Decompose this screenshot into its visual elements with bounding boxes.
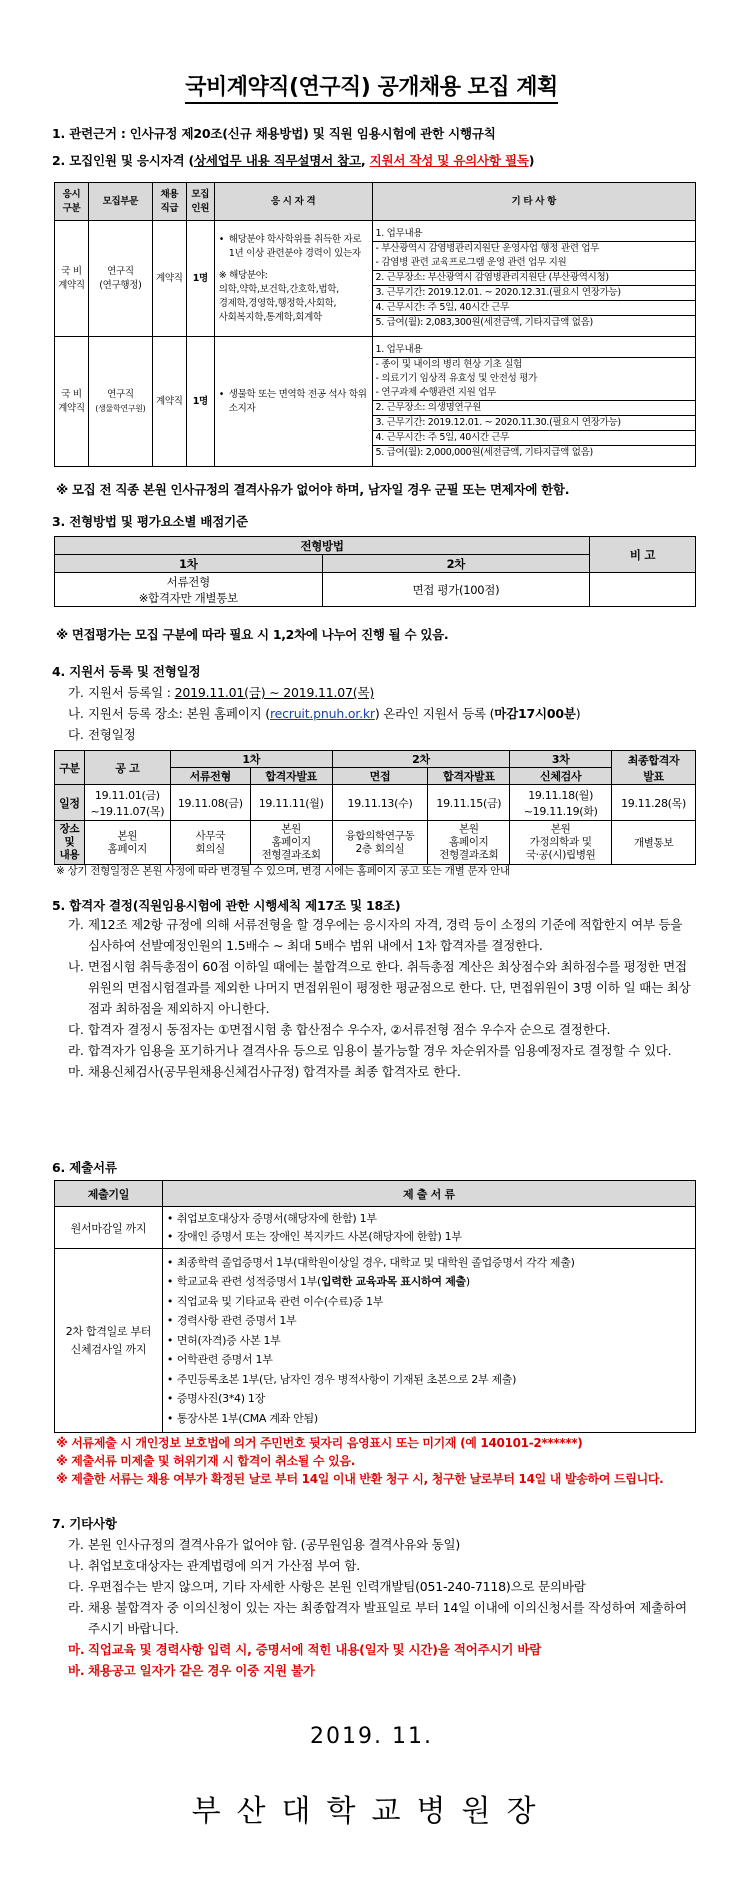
- table-row: 국 비 계약직 연구직 (연구행정) 계약직 1명 • 해당분야 학사학위를 취득한 자로 1년 이상 관련분야 경력이 있는자 ※ 해당분야: 의학,약학,보건학,간호학,법학, 경제학,경영학,행정학,사회학, 사회복지학,통계학,회계학 1. 업무내용 - 부산광역시 감염병관리지원단 운영사업 행정 관련 업무 - 감염병 관련 교육프로그램 운영 관련 업무 지원 2. 근무장소: 부산광역시 감염병관리지원단 (부산광역시청) 3. 근무기간: 2019.12.01. ~ 2020.12.31.(필요시 연장가능) 4. 근무시간: 주 5일, 40시간 근무 5. 급여(월): 2,083,300원(세전금액, 기타지급액 없음): [55, 221, 696, 337]
- note-qualification: ※ 모집 전 직종 본원 인사규정의 결격사유가 없어야 하며, 남자일 경우 군필 또는 면제자에 한함.: [56, 482, 570, 497]
- table-row: 2차 합격일로 부터 신체검사일 까지 • 최종학력 졸업증명서 1부(대학원이상일 경우, 대학교 및 대학원 졸업증명서 각각 제출) • 학교교육 관련 성적증명서 1부(입력한 교육과목 표시하여 제출) • 직업교육 및 기타교육 관련 이수(수료)증 1부 • 경력사항 관련 증명서 1부 • 면허(자격)증 사본 1부 • 어학관련 증명서 1부 • 주민등록초본 1부(단, 남자인 경우 병적사항이 기재된 초본으로 2부 제출) • 증명사진(3*4) 1장 • 통장사본 1부(CMA 계좌 안됨): [55, 1249, 696, 1433]
- evaluation-table: 전형방법 비 고 1차 2차 서류전형 ※합격자만 개별통보 면접 평가(100점): [54, 536, 696, 607]
- table-row: 장소 및 내용 본원 홈페이지 사무국 회의실 본원 홈페이지 전형결과조회 융합의학연구동 2층 회의실 본원 홈페이지 전형결과조회 본원 가정의학과 및 국·공(시)립병원 개별통보: [55, 821, 696, 865]
- s4-item-da: 다. 전형일정: [68, 727, 136, 742]
- s5-items: 가. 제12조 제2항 규정에 의해 서류전형을 할 경우에는 응시자의 자격, 경력 등이 소정의 기준에 적합한지 여부 등을 심사하여 선발예정인원의 1.5배수 ∼ 최대 5배수 범위 내에서 1차 합격자를 결정한다. 나. 면접시험 취득총점이 60점 이하일 때에는 불합격으로 한다. 취득총점 계산은 최상점수와 최하점수를 평정한 면접위원의 면접시험결과를 제외한 나머지 면접위원이 평정한 평균점으로 한다. 단, 면접위원이 3명 이하 일 때는 최상점과 최하점을 제외하지 아니한다. 다. 합격자 결정시 동점자는 ①면접시험 총 합산점수 우수자, ②서류전형 점수 우수자 순으로 결정한다. 라. 합격자가 임용을 포기하거나 결격사유 등으로 임용이 불가능할 경우 차순위자를 임용예정자로 결정할 수 있다. 마. 채용신체검사(공무원채용신체검사규정) 합격자를 최종 합격자로 한다.: [68, 917, 691, 1079]
- recruit-link[interactable]: recruit.pnuh.or.kr: [269, 706, 375, 721]
- s4-item-na: 나. 지원서 등록 장소: 본원 홈페이지 (recruit.pnuh.or.kr) 온라인 지원서 등록 (마감17시00분): [68, 706, 581, 721]
- document-date: 2019. 11.: [310, 1724, 433, 1749]
- header-qualification: 응 시 자 격: [214, 183, 372, 221]
- table-row: 원서마감일 까지 • 취업보호대상자 증명서(해당자에 한함) 1부 • 장애인 증명서 또는 장애인 복지카드 사본(해당자에 한함) 1부: [55, 1207, 696, 1249]
- documents-table: 제출기일 제 출 서 류 원서마감일 까지 • 취업보호대상자 증명서(해당자에 한함) 1부 • 장애인 증명서 또는 장애인 복지카드 사본(해당자에 한함) 1부 2차 합격일로 부터 신체검사일 까지 • 최종학력 졸업증명서 1부(대학원이상일 경우, 대학교 및 대학원 졸업증명서 각각 제출) • 학교교육 관련 성적증명서 1부(입력한 교육과목 표시하여 제출) • 직업교육 및 기타교육 관련 이수(수료)증 1부 • 경력사항 관련 증명서 1부 • 면허(자격)증 사본 1부 • 어학관련 증명서 1부 • 주민등록초본 1부(단, 남자인 경우 병적사항이 기재된 초본으로 2부 제출) • 증명사진(3*4) 1장 • 통장사본 1부(CMA 계좌 안됨): [54, 1180, 696, 1433]
- signature: 부산대학교병원장: [191, 1794, 552, 1829]
- header-rank: 채용 직급: [152, 183, 186, 221]
- header-type: 응시 구분: [55, 183, 89, 221]
- section-4: 4. 지원서 등록 및 전형일정: [52, 664, 201, 679]
- section-5: 5. 합격자 결정(직원임용시험에 관한 시행세칙 제17조 및 18조): [52, 898, 401, 913]
- section-6: 6. 제출서류: [52, 1160, 117, 1175]
- note-interview: ※ 면접평가는 모집 구분에 따라 필요 시 1,2차에 나누어 진행 될 수 있음.: [56, 627, 449, 642]
- section-1: 1. 관련근거 : 인사규정 제20조(신규 채용방법) 및 직원 임용시험에 관한 시행규칙: [52, 126, 496, 141]
- recruitment-table: [54, 182, 696, 467]
- table-row: 국 비 계약직 연구직 (생물학연구원) 계약직 1명 • 생물학 또는 면역학 전공 석사 학위 소지자 1. 업무내용 - 종이 및 내이의 병리 현상 기초 실험 - 의료기기 임상적 유효성 및 안전성 평가 - 연구과제 수행관련 지원 업무 2. 근무장소: 의생명연구원 3. 근무기간: 2019.12.01. ~ 2020.11.30.(필요시 연장가능) 4. 근무시간: 주 5일, 40시간 근무 5. 급여(월): 2,000,000원(세전금액, 기타지급액 없음): [55, 337, 696, 467]
- document-title: 국비계약직(연구직) 공개채용 모집 계획: [0, 70, 743, 104]
- section-7: 7. 기타사항: [52, 1516, 117, 1531]
- s4-item-ga: 가. 지원서 등록일 : 2019.11.01(금) ∼ 2019.11.07(목): [68, 685, 375, 700]
- section-2: 2. 모집인원 및 응시자격 (상세업무 내용 직무설명서 참고, 지원서 작성 및 유의사항 필독): [52, 153, 535, 168]
- red-notes: ※ 서류제출 시 개인정보 보호법에 의거 주민번호 뒷자리 음영표시 또는 미기재 (예 140101-2******) ※ 제출서류 미제출 및 허위기재 시 합격이 취소될 수 있음. ※ 제출한 서류는 채용 여부가 확정된 날로 부터 14일 이내 반환 청구 시, 청구한 날로부터 14일 내 발송하여 드립니다.: [56, 1436, 664, 1486]
- table-row: 서류전형 ※합격자만 개별통보 면접 평가(100점): [55, 573, 696, 607]
- schedule-table: 구분 공 고 1차 2차 3차 최종합격자 발표 서류전형 합격자발표 면접 합격자발표 신체검사 일정 19.11.01(금) ~19.11.07(목) 19.11.08(금) 19.11.11(월) 19.11.13(수) 19.11.15(금) 19.11.18(월) ~19.11.19(화) 19.11.28(목) 장소 및 내용 본원 홈페이지 사무국 회의실 본원 홈페이지 전형결과조회 융합의학연구동 2층 회의실 본원 홈페이지 전형결과조회 본원 가정의학과 및 국·공(시)립병원 개별통보: [54, 750, 696, 865]
- header-etc: 기 타 사 항: [372, 183, 696, 221]
- note-schedule: ※ 상기 전형일정은 본원 사정에 따라 변경될 수 있으며, 변경 시에는 홈페이지 공고 또는 개별 문자 안내: [56, 865, 510, 877]
- section-3: 3. 전형방법 및 평가요소별 배점기준: [52, 514, 248, 529]
- s7-items: 가. 본원 인사규정의 결격사유가 없어야 함. (공무원임용 결격사유와 동일) 나. 취업보호대상자는 관계법령에 의거 가산점 부여 함. 다. 우편접수는 받지 않으며, 기타 자세한 사항은 본원 인력개발팀(051-240-7118)으로 문의바람 라. 채용 불합격자 중 이의신청이 있는 자는 최종합격자 발표일로 부터 14일 이내에 이의신청서를 작성하여 제출하여 주시기 바랍니다. 마. 직업교육 및 경력사항 입력 시, 증명서에 적힌 내용(일자 및 시간)을 적어주시기 바람 바. 채용공고 일자가 같은 경우 이중 지원 불가: [68, 1537, 687, 1678]
- table-row: 일정 19.11.01(금) ~19.11.07(목) 19.11.08(금) 19.11.11(월) 19.11.13(수) 19.11.15(금) 19.11.18(월) ~19.11.19(화) 19.11.28(목): [55, 785, 696, 821]
- header-count: 모집 인원: [186, 183, 214, 221]
- header-dept: 모집부문: [88, 183, 152, 221]
